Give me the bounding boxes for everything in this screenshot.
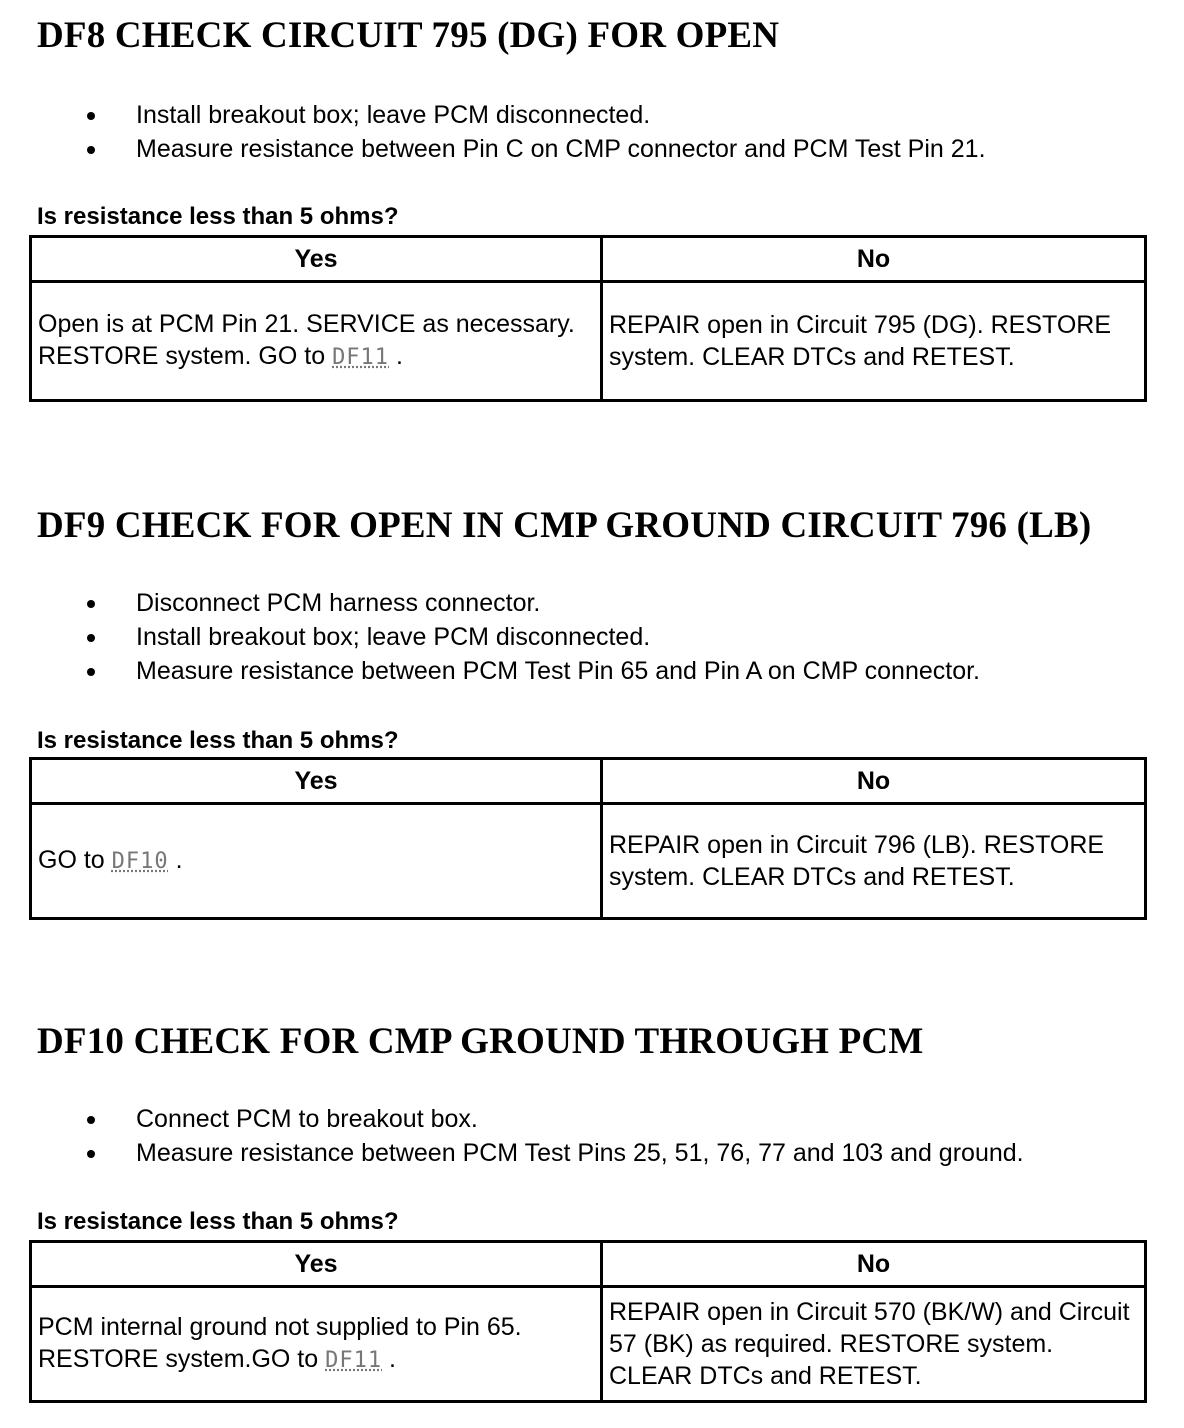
bullet-icon bbox=[87, 146, 95, 154]
no-header: No bbox=[602, 237, 1146, 282]
no-header: No bbox=[602, 1242, 1146, 1287]
step-text: Measure resistance between PCM Test Pin 65 and Pin A on CMP connector. bbox=[136, 657, 980, 685]
bullet-icon bbox=[87, 1116, 95, 1124]
step-list bbox=[84, 1102, 1024, 1170]
step-item bbox=[84, 1102, 1024, 1136]
table-header-row bbox=[31, 1242, 1146, 1287]
step-item bbox=[84, 1136, 1024, 1170]
section-title: DF9 CHECK FOR OPEN IN CMP GROUND CIRCUIT 796 (LB) bbox=[37, 505, 1092, 546]
section-title: DF10 CHECK FOR CMP GROUND THROUGH PCM bbox=[37, 1021, 924, 1062]
step-text: Connect PCM to breakout box. bbox=[136, 1105, 478, 1133]
yes-header: Yes bbox=[31, 1242, 602, 1287]
step-item bbox=[84, 586, 980, 620]
step-text: Disconnect PCM harness connector. bbox=[136, 589, 541, 617]
no-text: REPAIR open in Circuit 796 (LB). RESTORE system. CLEAR DTCs and RETEST. bbox=[609, 831, 1105, 891]
bullet-icon bbox=[87, 600, 95, 608]
table-header-row bbox=[31, 237, 1146, 282]
no-header: No bbox=[602, 759, 1146, 804]
yes-cell bbox=[31, 1287, 602, 1402]
step-item bbox=[84, 620, 980, 654]
no-text: REPAIR open in Circuit 570 (BK/W) and Circuit 57 (BK) as required. RESTORE system. CLEAR DTCs and RETEST. bbox=[609, 1298, 1130, 1390]
question: Is resistance less than 5 ohms? bbox=[37, 203, 399, 230]
step-text: Measure resistance between PCM Test Pins 25, 51, 76, 77 and 103 and ground. bbox=[136, 1139, 1024, 1167]
bullet-icon bbox=[87, 668, 95, 676]
result-table bbox=[29, 1240, 1147, 1403]
yes-header: Yes bbox=[31, 237, 602, 282]
step-item bbox=[84, 98, 986, 132]
no-cell bbox=[602, 1287, 1146, 1402]
no-cell bbox=[602, 282, 1146, 401]
yes-suffix: . bbox=[175, 846, 183, 874]
question: Is resistance less than 5 ohms? bbox=[37, 1208, 399, 1235]
yes-text: Open is at PCM Pin 21. SERVICE as necessary. RESTORE system. GO to bbox=[38, 310, 575, 370]
section-title: DF8 CHECK CIRCUIT 795 (DG) FOR OPEN bbox=[37, 15, 780, 56]
yes-cell bbox=[31, 804, 602, 919]
step-text: Install breakout box; leave PCM disconnected. bbox=[136, 101, 651, 129]
yes-header: Yes bbox=[31, 759, 602, 804]
table-row bbox=[31, 282, 1146, 401]
yes-suffix: . bbox=[396, 342, 403, 370]
step-item bbox=[84, 132, 986, 166]
yes-cell bbox=[31, 282, 602, 401]
table-row bbox=[31, 1287, 1146, 1402]
yes-text: PCM internal ground not supplied to Pin 65. RESTORE system.GO to bbox=[38, 1313, 522, 1373]
bullet-icon bbox=[87, 634, 95, 642]
result-table bbox=[29, 757, 1147, 920]
step-text: Install breakout box; leave PCM disconnected. bbox=[136, 623, 651, 651]
step-item bbox=[84, 654, 980, 688]
bullet-icon bbox=[87, 1150, 95, 1158]
table-header-row bbox=[31, 759, 1146, 804]
yes-suffix: . bbox=[389, 1345, 396, 1373]
yes-text: GO to bbox=[38, 846, 105, 874]
table-row bbox=[31, 804, 1146, 919]
bullet-icon bbox=[87, 112, 95, 120]
step-text: Measure resistance between Pin C on CMP connector and PCM Test Pin 21. bbox=[136, 135, 986, 163]
question: Is resistance less than 5 ohms? bbox=[37, 727, 399, 754]
df10-link[interactable]: DF10 bbox=[111, 849, 169, 874]
step-list bbox=[84, 98, 986, 166]
df11-link[interactable]: DF11 bbox=[325, 1348, 383, 1373]
step-list bbox=[84, 586, 980, 688]
df11-link[interactable]: DF11 bbox=[332, 345, 390, 370]
result-table bbox=[29, 235, 1147, 402]
no-cell bbox=[602, 804, 1146, 919]
no-text: REPAIR open in Circuit 795 (DG). RESTORE system. CLEAR DTCs and RETEST. bbox=[609, 311, 1112, 371]
